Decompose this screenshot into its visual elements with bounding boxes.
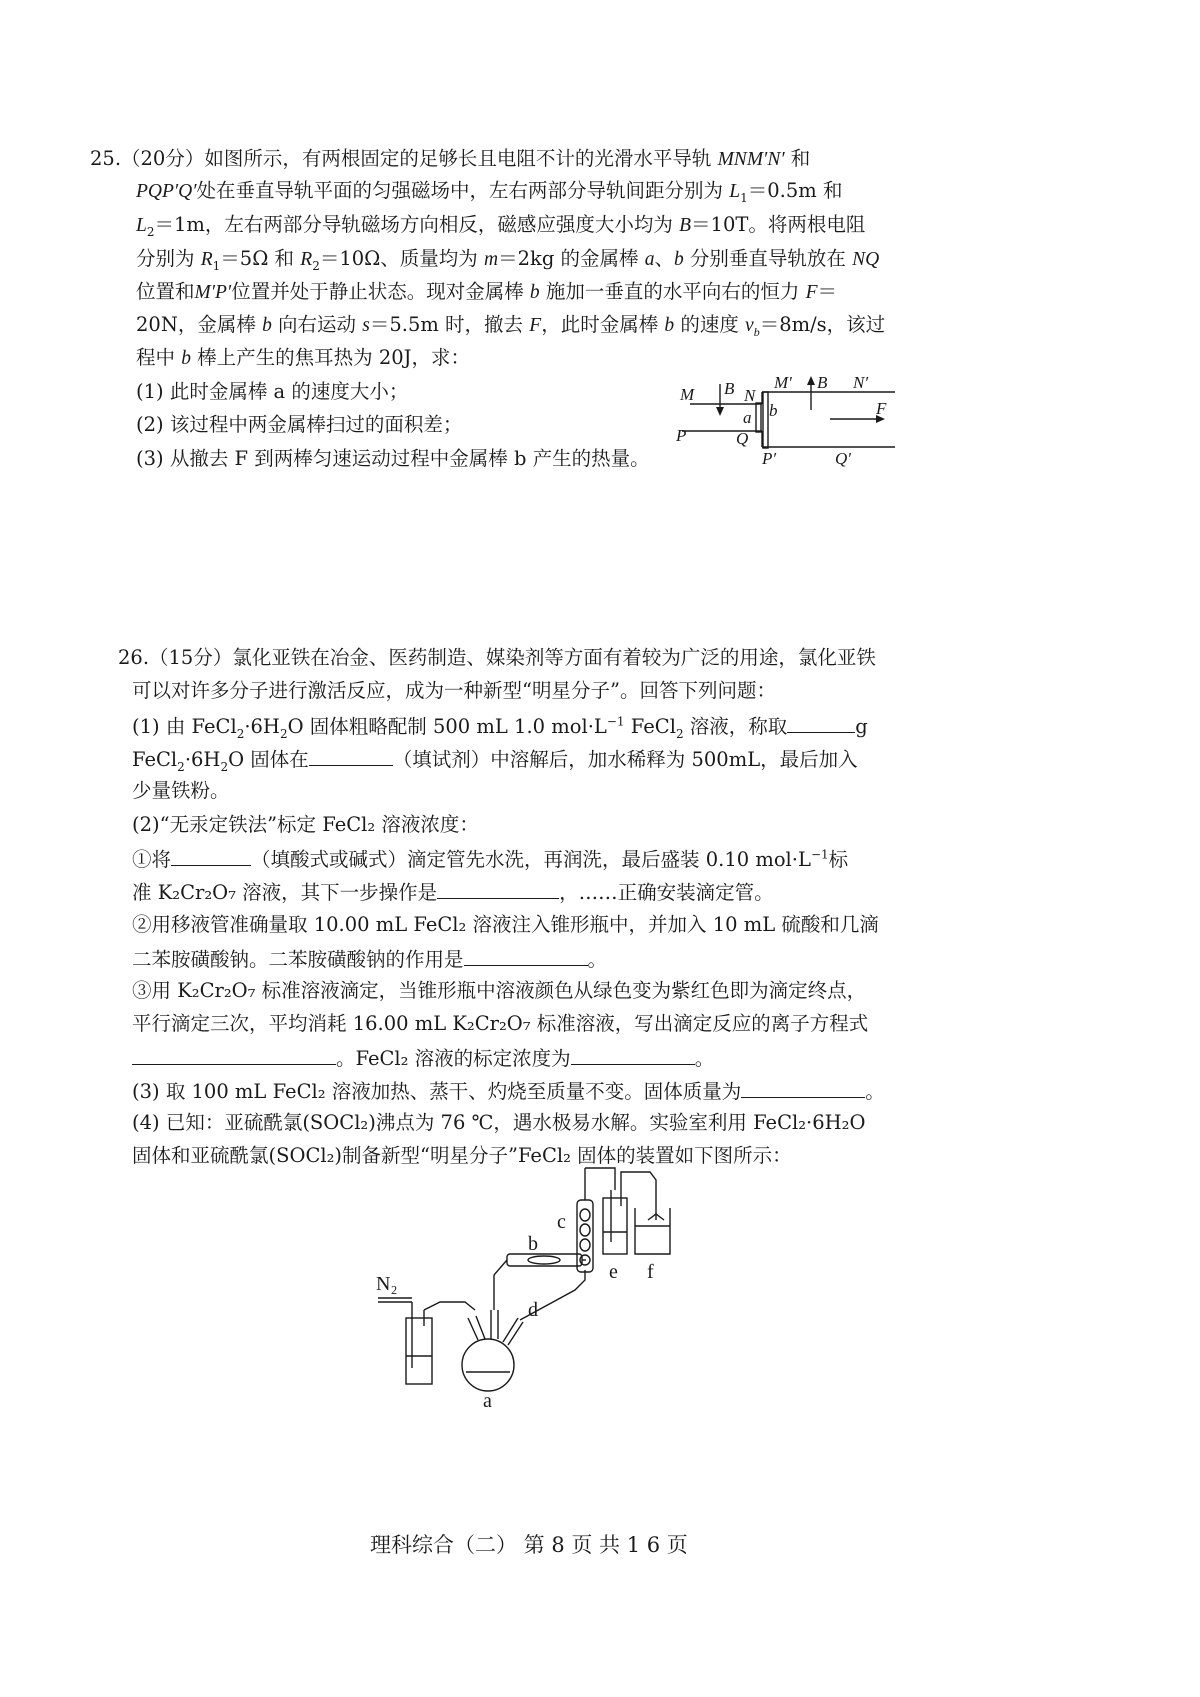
answer-blank-indicator-role[interactable] xyxy=(464,945,588,966)
label-Q-prime: Q′ xyxy=(835,449,851,468)
q25-number: 25. xyxy=(90,147,122,170)
q25-score: （20分） xyxy=(121,147,205,170)
answer-blank-next-step[interactable] xyxy=(437,878,559,899)
label-b: b xyxy=(769,401,778,420)
flask-right-neck xyxy=(503,1318,523,1345)
label-M: M xyxy=(680,385,695,404)
q26-part4-line-1: (4) 已知：亚硫酰氯(SOCl₂)沸点为 76 ℃，遇水极易水解。实验室利用 FeCl₂·6H₂O xyxy=(132,1111,866,1134)
q25-line-5: 位置和M′P′位置并处于静止状态。现对金属棒 b 施加一垂直的水平向右的恒力 F＝ xyxy=(136,280,837,303)
label-Q: Q xyxy=(736,429,749,448)
label-bottle-e: e xyxy=(609,1261,618,1283)
answer-blank-ionic-equation[interactable] xyxy=(132,1044,336,1065)
q26-part1-line-2: $FeCl_2\cdot 6H_2O$ 固体在 （填试剂）中溶解后，加水稀释为 500mL，最后加入 xyxy=(132,745,858,773)
q26-part2-3-line-2: 平行滴定三次，平均消耗 16.00 mL K₂Cr₂O₇ 标准溶液，写出滴定反应的离子方程式 xyxy=(132,1012,869,1035)
rod-a xyxy=(756,403,761,432)
label-tube-b: b xyxy=(528,1233,538,1255)
rails-figure xyxy=(670,370,910,480)
answer-blank-mass[interactable] xyxy=(787,712,855,733)
q26-part1-line-1: (1) 由 $FeCl_2\cdot 6H_2O$ 固体粗略配制 500 mL 1.0 $mol\cdot L^{-1}$ FeCl$_2$ 溶液，称取 g xyxy=(132,712,868,740)
q26-part1-line-3: 少量铁粉。 xyxy=(132,779,230,802)
label-B-right: B xyxy=(817,373,828,392)
q26-part2-1-line-1: ①将 （填酸式或碱式）滴定管先水洗，再润洗，最后盛装 0.10 $mol\cdot L^{-1}$标 xyxy=(132,845,848,873)
q26-part2-2-line-1: ②用移液管准确量取 10.00 mL FeCl₂ 溶液注入锥形瓶中，并加入 10 mL 硫酸和几滴 xyxy=(132,913,879,936)
label-tube-d: d xyxy=(528,1299,538,1321)
q26-number: 26. xyxy=(118,646,150,669)
label-N2: N₂ xyxy=(376,1273,398,1295)
page-footer: 理科综合（二） 第 8 页 共 1 6 页 xyxy=(370,1533,688,1557)
answer-blank-burette-type[interactable] xyxy=(171,845,251,866)
q25-sub-2: (2) 该过程中两金属棒扫过的面积差； xyxy=(136,413,463,436)
q26-part2-head: (2)“无汞定铁法”标定 FeCl₂ 溶液浓度： xyxy=(132,813,479,836)
answer-blank-solid-mass[interactable] xyxy=(741,1077,865,1098)
label-M-prime: M′ xyxy=(774,373,792,392)
flask-a xyxy=(462,1339,514,1391)
label-a: a xyxy=(743,408,752,427)
label-flask-a: a xyxy=(483,1390,492,1410)
answer-blank-concentration[interactable] xyxy=(571,1044,695,1065)
q26-line-1: 26.（15分）氯化亚铁在冶金、医药制造、媒染剂等方面有着较为广泛的用途，氯化亚铁 xyxy=(118,646,876,669)
q25-sub-1: (1) 此时金属棒 a 的速度大小； xyxy=(136,380,409,403)
q25-sub-3: (3) 从撤去 F 到两棒匀速运动过程中金属棒 b 产生的热量。 xyxy=(136,447,650,470)
q25-line-7: 程中 b 棒上产生的焦耳热为 20J，求： xyxy=(136,346,470,369)
label-condenser-c: c xyxy=(557,1211,566,1233)
label-F: F xyxy=(876,399,887,418)
q26-score: （15分） xyxy=(149,646,233,669)
q25-line-2: PQP′Q′处在垂直导轨平面的匀强磁场中，左右两部分导轨间距分别为 $L_1=0.5m$ 和 xyxy=(136,179,843,205)
label-beaker-f: f xyxy=(647,1261,654,1283)
label-B-left: B xyxy=(724,379,735,398)
q26-part3: (3) 取 100 mL FeCl₂ 溶液加热、蒸干、灼烧至质量不变。固体质量为 。 xyxy=(132,1077,885,1105)
q26-line-2: 可以对许多分子进行激活反应，成为一种新型“明星分子”。回答下列问题： xyxy=(132,679,776,702)
answer-blank-reagent[interactable] xyxy=(309,745,393,766)
q26-part2-1-line-2: 准 K₂Cr₂O₇ 溶液，其下一步操作是 ，……正确安装滴定管。 xyxy=(132,878,774,906)
q25-line-1: 25.（20分）如图所示，有两根固定的足够长且电阻不计的光滑水平导轨 MNM′N′ 和 xyxy=(90,147,811,170)
rod-b xyxy=(763,392,768,448)
label-P: P xyxy=(676,426,687,445)
q26-part2-3-line-1: ③用 K₂Cr₂O₇ 标准溶液滴定，当锥形瓶中溶液颜色从绿色变为紫红色即为滴定终点， xyxy=(132,979,867,1002)
wash-bottle-left xyxy=(406,1318,432,1384)
apparatus-figure xyxy=(370,1150,700,1410)
label-N: N xyxy=(744,386,756,405)
label-N-prime: N′ xyxy=(853,373,869,392)
q26-part4-line-2: 固体和亚硫酰氯(SOCl₂)制备新型“明星分子”FeCl₂ 固体的装置如下图所示： xyxy=(132,1144,792,1167)
flask-middle-neck xyxy=(491,1310,498,1339)
label-P-prime: P′ xyxy=(762,449,777,468)
flask-left-neck xyxy=(468,1316,485,1340)
q25-line-4: 分别为 $R_1=5\Omega$ 和 $R_2=10\Omega$、质量均为 m＝2kg 的金属棒 a、b 分别垂直导轨放在 NQ xyxy=(136,247,880,273)
q25-line-6: 20N，金属棒 b 向右运动 s＝5.5m 时，撤去 F，此时金属棒 b 的速度 $v_b=8m/s$，该过 xyxy=(136,313,886,339)
q26-part2-2-line-2: 二苯胺磺酸钠。二苯胺磺酸钠的作用是 。 xyxy=(132,945,607,973)
q25-line-3: $L_2=1m$，左右两部分导轨磁场方向相反，磁感应强度大小均为 B＝10T。将两根电阻 xyxy=(136,213,866,239)
beaker-f xyxy=(635,1208,670,1254)
q26-part2-3-line-3: 。FeCl₂ 溶液的标定浓度为 。 xyxy=(132,1044,714,1072)
bottle-e xyxy=(603,1198,627,1254)
